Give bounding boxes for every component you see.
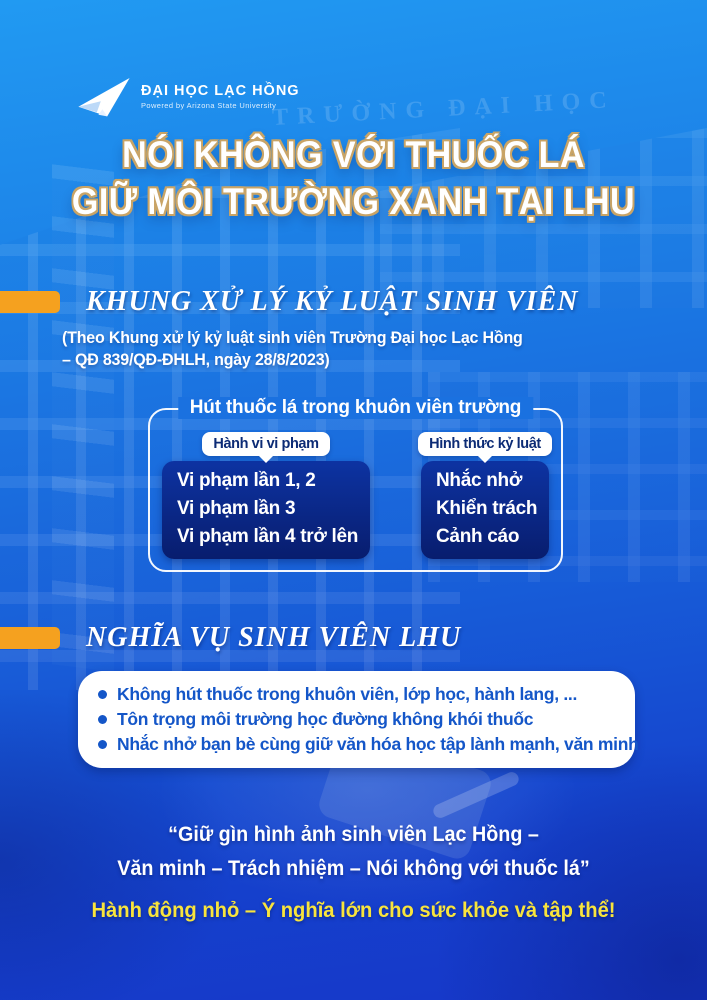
violation-table-title: Hút thuốc lá trong khuôn viên trường <box>178 397 533 419</box>
section-discipline-header <box>0 286 579 318</box>
obligation-text: Tôn trọng môi trường học đường không khói thuốc <box>117 709 534 729</box>
logo-title: ĐẠI HỌC LẠC HỒNG <box>141 82 300 99</box>
bullet-dot-icon <box>98 690 107 699</box>
obligation-text: Nhắc nhở bạn bè cùng giữ văn hóa học tập lành mạnh, văn minh <box>117 734 639 754</box>
poster-title-line2: GIỮ MÔI TRƯỜNG XANH TẠI LHU <box>71 180 636 222</box>
poster-title-line1: NÓI KHÔNG VỚI THUỐC LÁ <box>122 134 585 175</box>
bullet-dot-icon <box>98 740 107 749</box>
penalty-row: Nhắc nhở <box>436 470 523 491</box>
logo-text <box>141 83 300 110</box>
quote-line1: “Giữ gìn hình ảnh sinh viên Lạc Hồng – <box>168 823 539 846</box>
violation-column <box>162 432 370 559</box>
regulation-note-line1: (Theo Khung xử lý kỷ luật sinh viên Trường Đại học Lạc Hồng <box>62 329 523 347</box>
obligation-item <box>98 684 615 705</box>
paper-plane-icon <box>76 74 132 118</box>
quote-line2: Văn minh – Trách nhiệm – Nói không với thuốc lá” <box>117 856 590 880</box>
violation-row: Vi phạm lần 3 <box>177 498 296 519</box>
violation-table <box>148 397 563 572</box>
regulation-note <box>62 328 523 372</box>
section-discipline-heading: KHUNG XỬ LÝ KỶ LUẬT SINH VIÊN <box>86 286 579 317</box>
violation-column-header: Hành vi vi phạm <box>202 432 329 456</box>
penalty-row: Khiển trách <box>436 498 538 519</box>
violation-row: Vi phạm lần 1, 2 <box>177 470 316 491</box>
obligation-item <box>98 709 615 730</box>
obligations-card <box>78 671 639 768</box>
poster-title <box>28 132 678 225</box>
obligation-text: Không hút thuốc trong khuôn viên, lớp học, hành lang, ... <box>117 684 578 704</box>
violation-table-columns <box>162 432 549 559</box>
penalty-list <box>421 461 549 559</box>
bullet-dot-icon <box>98 715 107 724</box>
accent-bar <box>0 291 60 313</box>
quote <box>21 818 686 885</box>
regulation-note-line2: – QĐ 839/QĐ-ĐHLH, ngày 28/8/2023) <box>62 350 330 369</box>
obligation-item <box>98 734 639 755</box>
accent-bar <box>0 627 60 649</box>
violation-list <box>162 461 370 559</box>
penalty-row: Cảnh cáo <box>436 526 520 547</box>
section-obligations-header <box>0 622 461 654</box>
violation-row: Vi phạm lần 4 trở lên <box>177 526 359 547</box>
building-signage: TRƯỜNG ĐẠI HỌC <box>271 87 617 131</box>
building-tower-shape <box>52 164 114 672</box>
penalty-column-header: Hình thức kỷ luật <box>418 432 552 456</box>
penalty-column <box>421 432 549 559</box>
university-logo <box>76 74 300 118</box>
logo-subtitle: Powered by Arizona State University <box>141 100 277 110</box>
section-obligations-heading: NGHĨA VỤ SINH VIÊN LHU <box>86 622 462 653</box>
tagline: Hành động nhỏ – Ý nghĩa lớn cho sức khỏe và tập thể! <box>91 899 616 922</box>
